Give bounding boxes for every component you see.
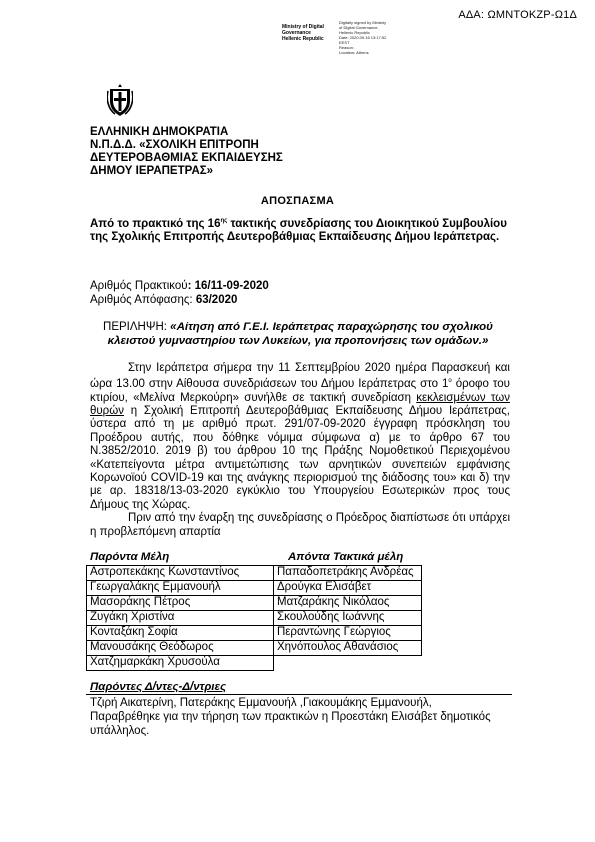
absent-member: Ματζαράκης Νικόλαος — [274, 596, 422, 611]
signature-issuer-line: Hellenic Republic — [282, 36, 324, 42]
signature-detail-line: Hellenic Republic — [339, 30, 370, 35]
absent-member — [274, 656, 422, 671]
hellenic-coat-of-arms-icon — [107, 83, 133, 117]
present-member: Κονταξάκη Σοφία — [87, 626, 274, 641]
table-row — [87, 581, 422, 596]
minutes-number — [90, 280, 269, 294]
issuer-block — [90, 126, 283, 178]
issuer-line: ΔΕΥΤΕΡΟΒΑΘΜΙΑΣ ΕΚΠΑΙΔΕΥΣΗΣ — [90, 152, 283, 164]
subject-ordinal: ης — [220, 218, 228, 224]
signature-detail-line: Reason: — [339, 45, 354, 50]
subject-text: Από το πρακτικό της 16 — [90, 217, 221, 230]
summary-text: «Αίτηση από Γ.Ε.Ι. Ιεράπετρας παραχώρησης του σχολικού κλειστού γυμναστηρίου των Λυκείων, για προπονήσεις των ομάδων.» — [107, 321, 493, 347]
signature-detail-line: of Digital Governance, — [339, 25, 379, 30]
issuer-line: Ν.Π.Δ.Δ. «ΣΧΟΛΙΚΗ ΕΠΙΤΡΟΠΗ — [90, 139, 259, 151]
members-table — [86, 565, 422, 671]
signature-detail-line: Date: 2020.09.16 13:17:52 — [339, 35, 387, 40]
present-member: Μανουσάκης Θεόδωρος — [87, 641, 274, 656]
present-member: Γεωργαλάκης Εμμανουήλ — [87, 581, 274, 596]
present-member: Ζυγάκη Χριστίνα — [87, 611, 274, 626]
divider — [86, 694, 512, 695]
subject-line — [90, 215, 520, 245]
substitutes-text: Τζιρή Αικατερίνη, Πατεράκης Εμμανουήλ ,Γιακουμάκης Εμμανουήλ, Παραβρέθηκε για την τήρηση των πρακτικών η Προεστάκη Ελισάβετ δημοτικός υπάλληλος. — [90, 697, 491, 737]
present-members-header: Παρόντα Μέλη — [90, 551, 170, 563]
signature-detail-line: EEST — [339, 40, 350, 45]
present-member: Χατζημαρκάκη Χρυσούλα — [87, 656, 274, 671]
table-row — [87, 656, 422, 671]
ada-code: ΑΔΑ: ΩΜΝΤΟΚΖΡ-Ω1Δ — [458, 9, 577, 21]
absent-member: Δρούγκα Ελισάβετ — [274, 581, 422, 596]
substitutes-header: Παρόντες Δ/ντες-Δ/ντριες — [90, 681, 227, 693]
table-row — [87, 641, 422, 656]
table-row — [87, 566, 422, 581]
absent-member: Σκουλούδης Ιωάννης — [274, 611, 422, 626]
document-title: ΑΠΟΣΠΑΣΜΑ — [260, 195, 335, 207]
decision-number — [90, 294, 269, 308]
minutes-value: : 16/11-09-2020 — [187, 280, 269, 292]
issuer-line: ΔΗΜΟΥ ΙΕΡΑΠΕΤΡΑΣ» — [90, 165, 214, 177]
body-text — [90, 362, 510, 539]
signature-detail-line: Location: Athens — [339, 50, 369, 55]
minutes-label: Αριθμός Πρακτικού — [90, 280, 188, 292]
decision-label: Αριθμός Απόφασης: — [90, 293, 193, 306]
subject-text: τακτικής συνεδρίασης του Διοικητικού Συμβουλίου της Σχολικής Επιτροπής Δευτεροβάθμιας Εκπαίδευσης Δήμου Ιεράπετρας. — [90, 217, 507, 244]
digital-signature-details — [339, 20, 386, 55]
body-text-run: Στην Ιεράπετρα σήμερα την 11 Σεπτεμβρίου 2020 ημέρα Παρασκευή και ώρα 13.00 στην Αίθουσα συνεδριάσεων του Δήμου Ιεράπετρας στο 1 — [90, 362, 510, 391]
absent-member: Χηνόπουλος Αθανάσιος — [274, 641, 422, 656]
issuer-line: ΕΛΛΗΝΙΚΗ ΔΗΜΟΚΡΑΤΙΑ — [90, 126, 229, 138]
reference-numbers — [90, 280, 269, 307]
decision-value: 63/2020 — [192, 293, 238, 306]
present-member: Μασοράκης Πέτρος — [87, 596, 274, 611]
floor-ordinal: ο — [448, 378, 452, 385]
signature-issuer-line: Governance — [282, 30, 311, 36]
summary-label: ΠΕΡΙΛΗΨΗ: — [103, 321, 171, 333]
absent-member: Περαντώνης Γεώργιος — [274, 626, 422, 641]
summary — [78, 320, 518, 348]
body-paragraph: Πριν από την έναρξη της συνεδρίασης ο Πρόεδρος διαπίστωσε ότι υπάρχει η προβλεπόμενη απαρτία — [90, 512, 510, 538]
table-row — [87, 626, 422, 641]
signature-issuer-line: Ministry of Digital — [282, 24, 324, 30]
absent-members-header: Απόντα Τακτικά μέλη — [288, 551, 404, 563]
present-member: Αστροπεκάκης Κωνσταντίνος — [87, 566, 274, 581]
table-row — [87, 596, 422, 611]
closed-doors-text: κεκλεισμένων των θυρών — [90, 391, 510, 418]
body-paragraph — [90, 362, 510, 512]
signature-detail-line: Digitally signed by Ministry — [339, 20, 387, 25]
table-row — [87, 611, 422, 626]
body-text-run: η Σχολική Επιτροπή Δευτεροβάθμιας Εκπαίδευσης Δήμου Ιεράπετρας, ύστερα από τη με αριθμό πρωτ. 291/07-09-2020 έγγραφη πρόσκληση του Προέδρου αυτής, που δόθηκε νόμιμα σύμφωνα α) με το άρθρο 67 του Ν.3852/2010. 2019 β) του άρθρου 10 της Πράξης Νομοθετικού Περιεχομένου «Κατεπείγοντα μέτρα αντιμετώπισης των αρνητικών συνεπειών εμφάνισης Κορωνοϊού COVID-19 και της ανάγκης περιορισμού της διάδοσης του» και δ) την με αρ. 18318/13-03-2020 εγκύκλιο του Υπουργείου Εσωτερικών προς τους Δήμους της Χώρας. — [90, 405, 510, 511]
digital-signature-issuer — [282, 24, 324, 42]
absent-member: Παπαδοπετράκης Ανδρέας — [274, 566, 422, 581]
body-text-run: όροφο του κτιρίου, «Μελίνα Μερκούρη» συνήλθε σε τακτική συνεδρίαση — [90, 378, 510, 404]
